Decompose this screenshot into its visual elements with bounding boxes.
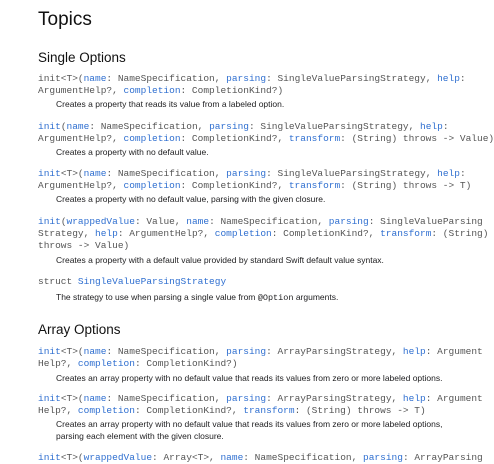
code-text: : NameSpecification, [243, 452, 364, 463]
declaration-abstract: Creates a property with a default value provided by standard Swift default value syntax. [56, 255, 384, 265]
code-text: : NameSpecification, [106, 393, 227, 404]
declaration-init-array-wrapped-value[interactable] [38, 452, 483, 464]
code-text: : ArrayParsingStrategy, [266, 346, 403, 357]
declaration-abstract: Creates an array property with no default value that reads its values from zero or more labeled options. [56, 373, 443, 383]
symbol-link[interactable]: transform [288, 133, 341, 144]
symbol-link[interactable]: completion [123, 133, 181, 144]
symbol-link[interactable]: wrappedValue [83, 452, 153, 463]
symbol-link[interactable]: wrappedValue [66, 216, 135, 227]
declaration-line [38, 276, 464, 288]
symbol-link[interactable]: completion [123, 85, 181, 96]
symbol-link[interactable]: name [83, 393, 107, 404]
code-text: <T>( [60, 452, 84, 463]
symbol-link[interactable]: parsing [328, 216, 369, 227]
declaration-init-array-transform[interactable] [38, 393, 483, 417]
code-text: : Array<T>, [152, 452, 221, 463]
declaration-abstract: Creates a property that reads its value from a labeled option. [56, 99, 285, 109]
declaration-line [38, 180, 472, 192]
abstract-line: Creates an array property with no default value that reads its values from zero or more labeled options, [56, 419, 443, 429]
code-text: : NameSpecification, [106, 168, 227, 179]
abstract-line: parsing each element with the given closure. [56, 431, 224, 441]
code-text: : SingleValueParsing [368, 216, 483, 227]
code-text: ( [60, 216, 67, 227]
declaration-init-transform-t[interactable] [38, 168, 472, 192]
symbol-link[interactable]: help [437, 168, 460, 179]
symbol-link[interactable]: init [38, 168, 61, 179]
code-text: init<T>( [38, 73, 84, 84]
code-text: : ArrayParsing [402, 452, 483, 463]
symbol-link[interactable]: help [95, 228, 118, 239]
symbol-link[interactable]: transform [380, 228, 432, 239]
declaration-abstract: Creates a property with no default value. [56, 147, 209, 157]
symbol-link[interactable]: SingleValueParsingStrategy [77, 276, 227, 287]
declaration-init-array-parsing[interactable] [38, 346, 483, 370]
symbol-link[interactable]: name [66, 121, 90, 132]
symbol-link[interactable]: parsing [226, 393, 267, 404]
symbol-link[interactable]: parsing [226, 346, 267, 357]
code-text: : CompletionKind?, [134, 405, 244, 416]
declaration-abstract [56, 418, 466, 442]
code-text: : (String) throws -> Value) [340, 133, 494, 144]
code-text: : CompletionKind?, [180, 180, 289, 191]
code-text: <T>( [60, 168, 84, 179]
code-text: struct [38, 276, 78, 287]
declaration-line [38, 121, 464, 133]
symbol-link[interactable]: parsing [363, 452, 403, 463]
declaration-line [38, 393, 483, 405]
declaration-abstract: Creates a property with no default value, parsing with the given closure. [56, 194, 326, 204]
code-text: : SingleValueParsingStrategy, [266, 73, 438, 84]
declaration-line [38, 168, 464, 180]
abstract-code: @Option [257, 293, 294, 303]
symbol-link[interactable]: init [38, 452, 61, 463]
symbol-link[interactable]: completion [214, 228, 272, 239]
symbol-link[interactable]: init [38, 393, 61, 404]
code-text: Help?, [38, 405, 78, 416]
symbol-link[interactable]: name [83, 168, 107, 179]
code-text: : CompletionKind?) [180, 85, 284, 96]
symbol-link[interactable]: help [420, 121, 443, 132]
symbol-link[interactable]: help [402, 393, 426, 404]
code-text: : Argument [425, 346, 483, 357]
declaration-line [38, 405, 464, 417]
code-text: : NameSpecification, [106, 73, 227, 84]
symbol-link[interactable]: init [38, 121, 61, 132]
code-text: : ArrayParsingStrategy, [266, 393, 403, 404]
declaration-line [38, 358, 464, 370]
code-text: <T>( [60, 393, 84, 404]
declaration-init-name-parsing-help[interactable] [38, 73, 464, 97]
symbol-link[interactable]: name [83, 346, 107, 357]
declaration-line [38, 73, 464, 85]
code-text: : (String) [431, 228, 489, 239]
code-text: Strategy, [38, 228, 96, 239]
symbol-link[interactable]: parsing [226, 168, 267, 179]
code-text: : [459, 168, 466, 179]
declaration-line [38, 228, 489, 240]
declaration-struct-single-value-parsing-strategy[interactable] [38, 276, 464, 288]
symbol-link[interactable]: name [83, 73, 107, 84]
code-text: : SingleValueParsingStrategy, [266, 168, 438, 179]
symbol-link[interactable]: completion [77, 405, 135, 416]
symbol-link[interactable]: name [220, 452, 244, 463]
code-text: : Argument [425, 393, 483, 404]
symbol-link[interactable]: help [437, 73, 460, 84]
declaration-line [38, 133, 494, 145]
abstract-text: The strategy to use when parsing a single value from [56, 292, 258, 302]
code-text: throws -> Value) [38, 240, 130, 251]
section-title-array-options: Array Options [38, 322, 121, 337]
section-title-single-options: Single Options [38, 50, 126, 65]
code-text: : [442, 121, 449, 132]
code-text: : NameSpecification, [209, 216, 329, 227]
page-title: Topics [38, 9, 92, 30]
declaration-line [38, 452, 483, 464]
symbol-link[interactable]: completion [77, 358, 135, 369]
code-text: : SingleValueParsingStrategy, [248, 121, 421, 132]
code-text: : (String) throws -> T) [340, 180, 472, 191]
code-text: ArgumentHelp?, [38, 180, 124, 191]
code-text: : CompletionKind?) [134, 358, 238, 369]
declaration-abstract [56, 291, 466, 304]
code-text: : (String) throws -> T) [294, 405, 426, 416]
code-text: ArgumentHelp?, [38, 85, 124, 96]
symbol-link[interactable]: completion [123, 180, 181, 191]
declaration-init-wrapped-value[interactable] [38, 216, 489, 252]
symbol-link[interactable]: parsing [209, 121, 249, 132]
symbol-link[interactable]: transform [243, 405, 295, 416]
declaration-line [38, 216, 483, 228]
symbol-link[interactable]: transform [288, 180, 341, 191]
code-text: : ArgumentHelp?, [117, 228, 215, 239]
declaration-line [38, 240, 464, 252]
declaration-line [38, 85, 464, 97]
declaration-init-transform-value[interactable] [38, 121, 494, 145]
symbol-link[interactable]: parsing [226, 73, 267, 84]
code-text: : CompletionKind?, [271, 228, 381, 239]
declaration-line [38, 346, 483, 358]
code-text: Help?, [38, 358, 78, 369]
code-text: ( [60, 121, 67, 132]
symbol-link[interactable]: init [38, 216, 61, 227]
symbol-link[interactable]: init [38, 346, 61, 357]
abstract-text: arguments. [293, 292, 339, 302]
code-text: : NameSpecification, [89, 121, 210, 132]
symbol-link[interactable]: name [186, 216, 210, 227]
code-text: : Value, [134, 216, 187, 227]
code-text: : CompletionKind?, [180, 133, 289, 144]
code-text: <T>( [60, 346, 84, 357]
code-text: : [459, 73, 466, 84]
code-text: : NameSpecification, [106, 346, 227, 357]
code-text: ArgumentHelp?, [38, 133, 124, 144]
symbol-link[interactable]: help [402, 346, 426, 357]
